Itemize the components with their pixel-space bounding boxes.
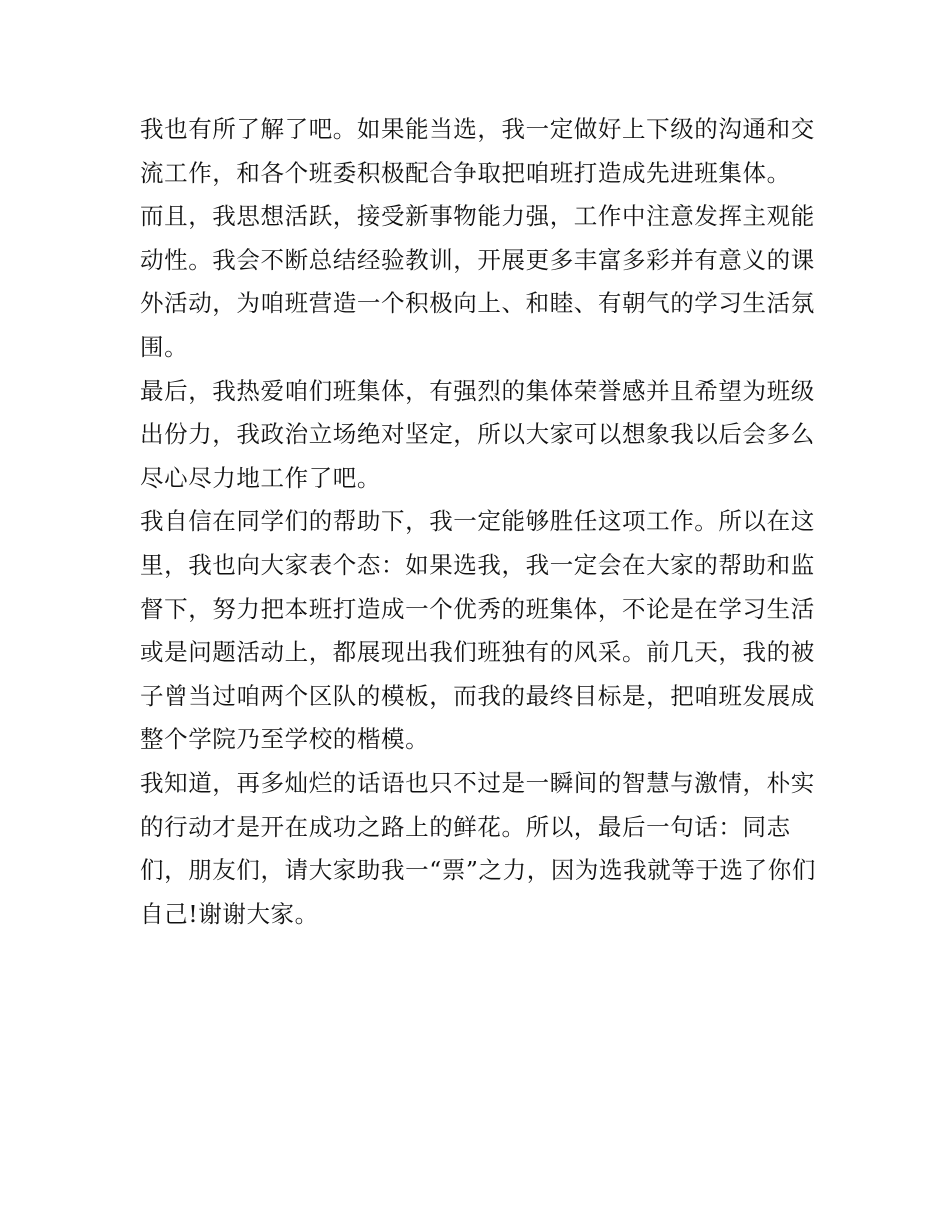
- paragraph-4: 我自信在同学们的帮助下，我一定能够胜任这项工作。所以在这里，我也向大家表个态：如果选我，我一定会在大家的帮助和监督下，努力把本班打造成一个优秀的班集体，不论是在学习生活或是问题活动上，都展现出我们班独有的风采。前几天，我的被子曾当过咱两个区队的模板，而我的最终目标是，把咱班发展成整个学院乃至学校的楷模。: [140, 507, 815, 754]
- paragraph-1: 我也有所了解了吧。如果能当选，我一定做好上下级的沟通和交流工作，和各个班委积极配合争取把咱班打造成先进班集体。: [140, 115, 815, 187]
- paragraph-5: 我知道，再多灿烂的话语也只不过是一瞬间的智慧与激情，朴实的行动才是开在成功之路上的鲜花。所以，最后一句话：同志们，朋友们，请大家助我一“票”之力，因为选我就等于选了你们自己!谢谢大家。: [140, 768, 816, 928]
- document-body: [140, 108, 820, 936]
- paragraph-2: 而且，我思想活跃，接受新事物能力强，工作中注意发挥主观能动性。我会不断总结经验教训，开展更多丰富多彩并有意义的课外活动，为咱班营造一个积极向上、和睦、有朝气的学习生活氛围。: [140, 202, 815, 361]
- paragraph-3: 最后，我热爱咱们班集体，有强烈的集体荣誉感并且希望为班级出份力，我政治立场绝对坚定，所以大家可以想象我以后会多么尽心尽力地工作了吧。: [140, 376, 815, 492]
